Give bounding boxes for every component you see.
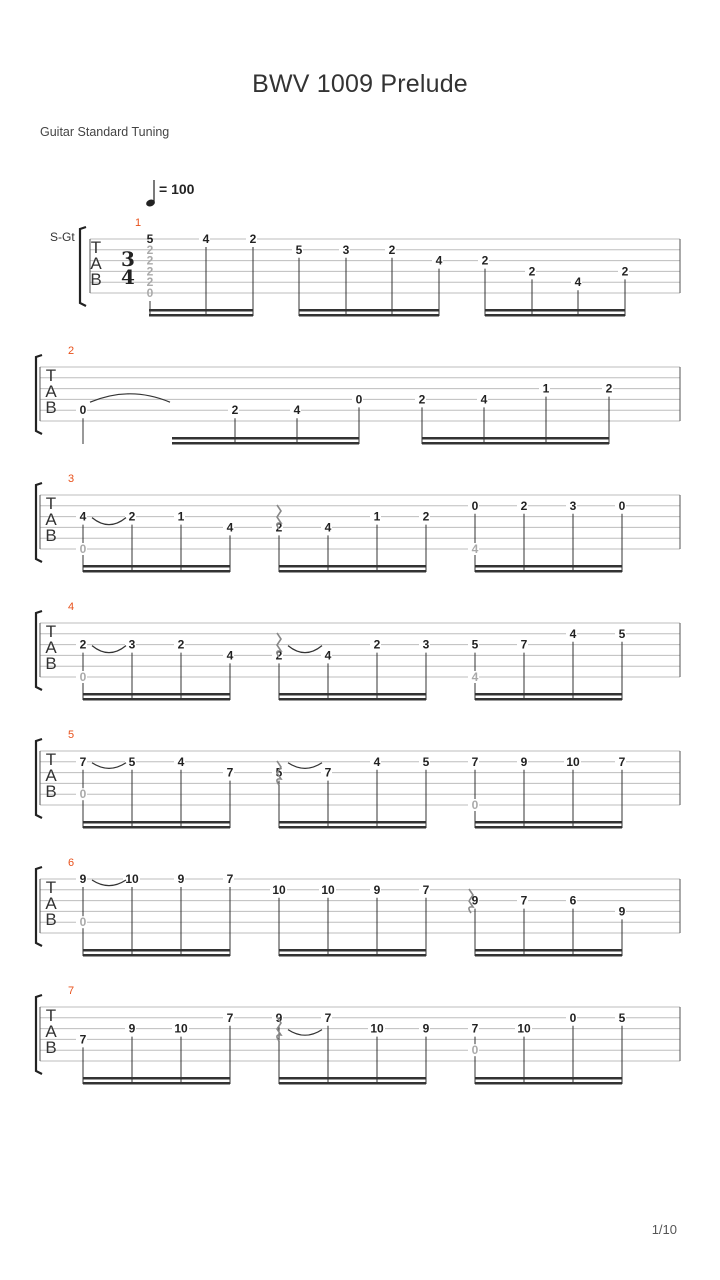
fret-number: 0 (471, 798, 479, 812)
fret-number: 9 (79, 872, 87, 886)
fret-number: 4 (480, 392, 488, 407)
fret-number: 10 (370, 1021, 384, 1036)
beam (172, 437, 359, 440)
beam (83, 1082, 230, 1085)
tuning-label: Guitar Standard Tuning (40, 125, 170, 139)
tab-system (36, 473, 680, 573)
fret-number: 4 (324, 520, 332, 535)
fret-number: 9 (275, 1010, 283, 1025)
beam (475, 698, 622, 701)
fret-number: 4 (177, 754, 185, 769)
slur (92, 518, 126, 525)
fret-number: 9 (471, 893, 479, 908)
beam (279, 565, 426, 568)
beam (475, 565, 622, 568)
fret-number: 9 (177, 872, 185, 886)
fret-number: 2 (146, 275, 154, 290)
fret-number: 4 (471, 670, 479, 684)
fret-number: 0 (79, 542, 87, 556)
tab-clef-letter: B (45, 910, 57, 929)
fret-number: 0 (146, 286, 154, 300)
fret-number: 3 (342, 242, 350, 257)
fret-number: 10 (321, 882, 335, 897)
fret-number: 5 (128, 754, 136, 769)
fret-number: 10 (174, 1021, 188, 1036)
fret-number: 7 (324, 1010, 332, 1025)
tab-clef-letter: B (45, 782, 57, 801)
fret-number: 2 (79, 637, 87, 652)
tab-clef-letter: T (45, 622, 57, 641)
measure-number: 1 (134, 217, 142, 229)
fret-number: 7 (226, 765, 234, 780)
fret-number: 1 (373, 509, 381, 524)
fret-number: 7 (520, 637, 528, 652)
fret-number: 7 (471, 754, 479, 769)
fret-number: 4 (324, 648, 332, 663)
tab-clef-letter: T (45, 878, 57, 897)
tab-clef-letter: A (45, 1022, 57, 1041)
fret-number: 9 (618, 904, 626, 919)
beam (279, 693, 426, 696)
time-signature-denominator: 4 (121, 265, 135, 289)
beam (83, 826, 230, 829)
slur (92, 646, 126, 653)
fret-number: 9 (373, 882, 381, 897)
fret-number: 2 (418, 392, 426, 407)
measure-number: 2 (67, 345, 75, 357)
tab-clef-letter: A (45, 638, 57, 657)
fret-number: 4 (569, 626, 577, 641)
fret-number: 4 (574, 275, 582, 290)
fret-number: 2 (128, 509, 136, 524)
beam (83, 698, 230, 701)
beam (279, 570, 426, 573)
tab-clef-letter: A (45, 894, 57, 913)
fret-number: 6 (569, 893, 577, 908)
fret-number: 4 (373, 754, 381, 769)
page-indicator: 1/10 (651, 1222, 677, 1237)
tab-clef-letter: B (45, 398, 57, 417)
beam (83, 565, 230, 568)
tab-clef-letter: T (45, 494, 57, 513)
fret-number: 10 (517, 1021, 531, 1036)
fret-number: 7 (618, 754, 626, 769)
fret-number: 9 (520, 754, 528, 769)
fret-number: 10 (272, 882, 286, 897)
fret-number: 3 (128, 637, 136, 652)
fret-number: 4 (226, 520, 234, 535)
fret-number: 0 (79, 403, 87, 418)
beam (279, 954, 426, 957)
tab-clef-letter: T (45, 366, 57, 385)
tab-clef-letter: A (45, 766, 57, 785)
fret-number: 1 (542, 381, 550, 396)
tab-system (36, 601, 680, 701)
system-bracket (80, 227, 86, 306)
tab-system (36, 985, 680, 1085)
fret-number: 2 (146, 264, 154, 279)
fret-number: 7 (79, 1032, 87, 1047)
slur (288, 1030, 322, 1036)
beam (485, 309, 625, 312)
beam (475, 826, 622, 829)
fret-number: 5 (146, 232, 154, 246)
fret-number: 9 (422, 1021, 430, 1036)
fret-number: 2 (621, 264, 629, 279)
tab-clef-letter: B (90, 270, 102, 289)
instrument-label: S-Gt (50, 230, 75, 244)
beam (149, 314, 253, 317)
slur (92, 880, 126, 886)
time-signature-numerator: 3 (121, 247, 135, 271)
tab-clef-letter: T (45, 1006, 57, 1025)
measure-number: 4 (67, 601, 75, 613)
fret-number: 0 (79, 915, 87, 930)
fret-number: 2 (231, 403, 239, 418)
beam (475, 1082, 622, 1085)
beam (149, 309, 253, 312)
fret-number: 2 (481, 253, 489, 268)
fret-number: 2 (373, 637, 381, 652)
beam (299, 314, 439, 317)
fret-number: 3 (569, 498, 577, 513)
tab-clef-letter: B (45, 1038, 57, 1057)
beam (83, 949, 230, 952)
fret-number: 3 (422, 637, 430, 652)
measure-number: 3 (67, 473, 75, 485)
tab-clef-letter: A (45, 510, 57, 529)
beam (83, 1077, 230, 1080)
fret-number: 0 (618, 498, 626, 513)
fret-number: 9 (128, 1021, 136, 1036)
beam (279, 698, 426, 701)
beam (422, 437, 609, 440)
beam (485, 314, 625, 317)
fret-number: 5 (422, 754, 430, 769)
tab-clef-letter: B (45, 654, 57, 673)
fret-number: 7 (79, 754, 87, 769)
fret-number: 7 (422, 882, 430, 897)
beam (83, 570, 230, 573)
beam (172, 442, 359, 445)
fret-number: 1 (177, 509, 185, 524)
fret-number: 5 (618, 626, 626, 641)
measure-number: 7 (67, 985, 75, 997)
tab-clef-letter: A (45, 382, 57, 401)
slur (90, 394, 170, 402)
fret-number: 0 (355, 392, 363, 407)
fret-number: 2 (528, 264, 536, 279)
fret-number: 4 (293, 403, 301, 418)
tab-system (36, 729, 680, 829)
fret-number: 0 (79, 787, 87, 802)
beam (279, 949, 426, 952)
beam (475, 949, 622, 952)
slur (288, 763, 322, 769)
beam (83, 954, 230, 957)
beam (475, 570, 622, 573)
fret-number: 7 (226, 1010, 234, 1025)
fret-number: 4 (226, 648, 234, 663)
fret-number: 2 (422, 509, 430, 524)
slur (92, 763, 126, 769)
fret-number: 5 (471, 637, 479, 652)
tab-system (36, 345, 680, 445)
beam (475, 1077, 622, 1080)
tab-clef-letter: T (90, 238, 102, 257)
fret-number: 2 (249, 232, 257, 246)
fret-number: 2 (275, 648, 283, 663)
fret-number: 2 (146, 253, 154, 268)
beam (83, 821, 230, 824)
fret-number: 7 (471, 1021, 479, 1036)
beam (279, 1077, 426, 1080)
fret-number: 0 (471, 1043, 479, 1058)
fret-number: 10 (125, 872, 139, 886)
tab-system (36, 857, 680, 957)
tab-clef-letter: A (90, 254, 102, 273)
fret-number: 2 (388, 242, 396, 257)
fret-number: 0 (79, 670, 87, 684)
fret-number: 7 (520, 893, 528, 908)
fret-number: 10 (566, 754, 580, 769)
fret-number: 5 (275, 765, 283, 780)
fret-number: 7 (324, 765, 332, 780)
beam (475, 821, 622, 824)
beam (422, 442, 609, 445)
beam (475, 693, 622, 696)
beam (475, 954, 622, 957)
fret-number: 2 (520, 498, 528, 513)
beam (279, 826, 426, 829)
tab-clef-letter: B (45, 526, 57, 545)
beam (83, 693, 230, 696)
beam (279, 821, 426, 824)
fret-number: 4 (435, 253, 443, 268)
measure-number: 5 (67, 729, 75, 741)
fret-number: 2 (177, 637, 185, 652)
fret-number: 0 (471, 498, 479, 513)
tab-clef-letter: T (45, 750, 57, 769)
fret-number: 4 (471, 542, 479, 556)
tempo-value: = 100 (159, 181, 195, 197)
fret-number: 0 (569, 1010, 577, 1025)
fret-number: 2 (275, 520, 283, 535)
fret-number: 5 (618, 1010, 626, 1025)
beam (279, 1082, 426, 1085)
fret-number: 2 (146, 242, 154, 257)
tab-system (80, 217, 680, 317)
fret-number: 4 (202, 232, 210, 246)
measure-number: 6 (67, 857, 75, 869)
fret-number: 4 (79, 509, 87, 524)
slur (288, 646, 322, 653)
fret-number: 7 (226, 872, 234, 886)
fret-number: 2 (605, 381, 613, 396)
beam (299, 309, 439, 312)
score-title: BWV 1009 Prelude (252, 70, 468, 98)
fret-number: 5 (295, 242, 303, 257)
